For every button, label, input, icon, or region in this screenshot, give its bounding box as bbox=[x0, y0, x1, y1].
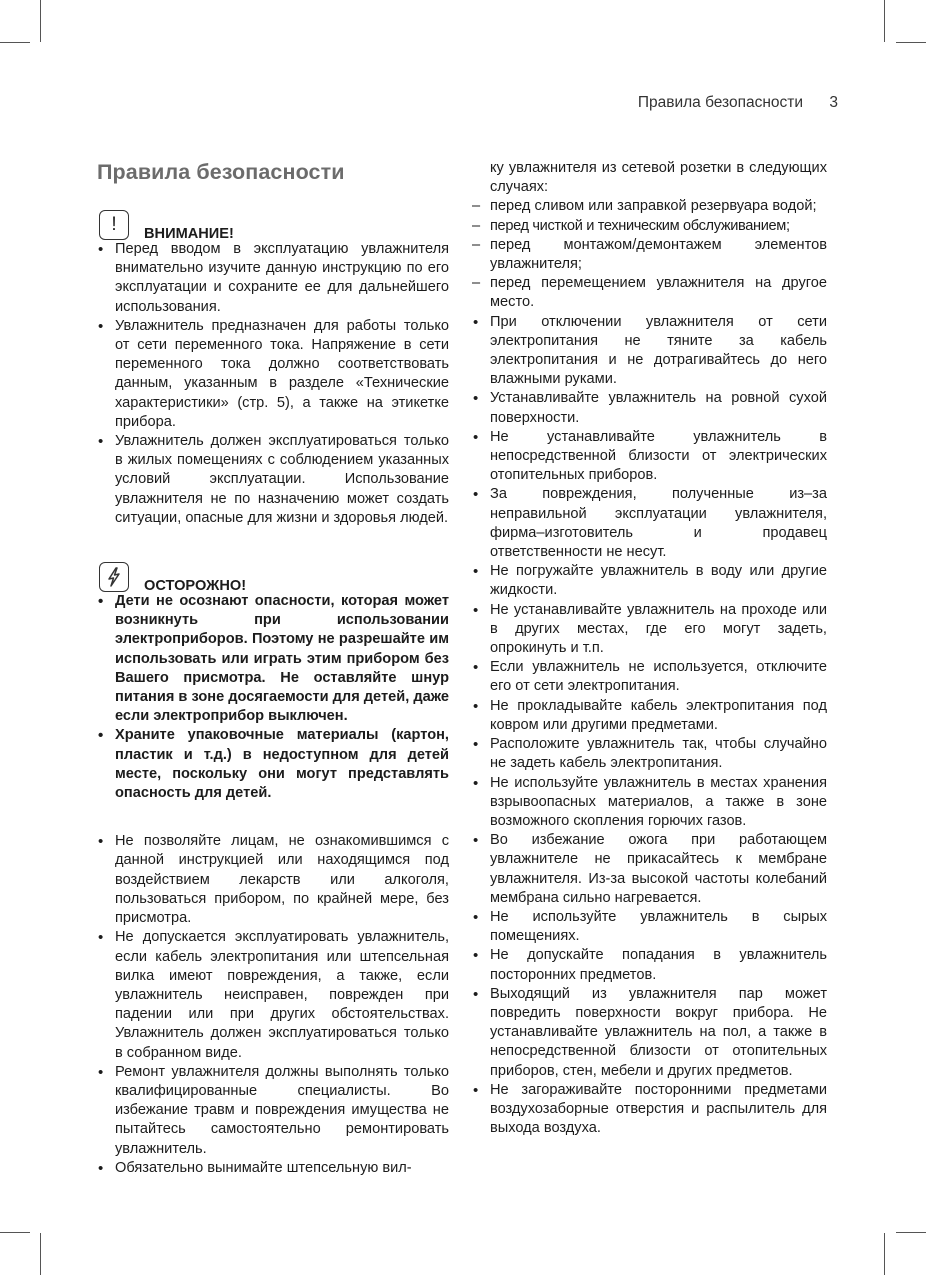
page-number: 3 bbox=[829, 94, 838, 111]
general-list bbox=[97, 832, 449, 1178]
list-item: • Перед вводом в эксплуатацию увлажнителя внимательно изучите данную инструкцию по его эксплуатации и сохраните ее для дальнейшего использования. bbox=[97, 240, 449, 317]
list-item: • Не устанавливайте увлажнитель на проходе или в других местах, где его могут задеть, опрокинуть и т.п. bbox=[472, 601, 827, 659]
crop-mark bbox=[896, 1232, 926, 1233]
list-item: • Не допускайте попадания в увлажнитель посторонних предметов. bbox=[472, 946, 827, 984]
warning-label: ВНИМАНИЕ! bbox=[144, 226, 234, 242]
warning-heading bbox=[97, 207, 449, 240]
list-item: • Не устанавливайте увлажнитель в непосредственной близости от электрических отопительных приборов. bbox=[472, 428, 827, 486]
page-title: Правила безопасности bbox=[97, 160, 345, 184]
right-column bbox=[472, 159, 827, 1138]
crop-mark bbox=[40, 1233, 41, 1275]
running-header bbox=[638, 94, 838, 112]
dash-item: – перед монтажом/демонтажем элементов увлажнителя; bbox=[472, 236, 827, 274]
list-item: • Устанавливайте увлажнитель на ровной сухой поверхности. bbox=[472, 389, 827, 427]
list-item: • Дети не осознают опасности, которая может возникнуть при использовании электроприборов. Поэтому не разрешайте им использовать или играть этим прибором без Вашего присмотра. Не оставляйте шнур питания в зоне досягаемости для детей, даже если электроприбор выключен. bbox=[97, 592, 449, 726]
list-item: • При отключении увлажнителя от сети электропитания не тяните за кабель электропитания и не дотрагивайтесь до него влажными руками. bbox=[472, 313, 827, 390]
dash-item: – перед чисткой и техническим обслуживанием; bbox=[472, 217, 827, 236]
crop-mark bbox=[896, 42, 926, 43]
list-item: • Не используйте увлажнитель в сырых помещениях. bbox=[472, 908, 827, 946]
left-column bbox=[97, 160, 449, 1178]
running-header-title: Правила безопасности bbox=[637, 94, 804, 111]
list-item: • Храните упаковочные материалы (картон, пластик и т.д.) в недоступном для детей месте, поскольку они могут представлять опасность для детей. bbox=[97, 726, 449, 803]
list-item: • Во избежание ожога при работающем увлажнителе не прикасайтесь к мембране увлажнителя. Из-за высокой частоты колебаний мембрана сильно нагревается. bbox=[472, 831, 827, 908]
dash-list bbox=[472, 197, 827, 312]
warning-list bbox=[97, 240, 449, 528]
caution-label: ОСТОРОЖНО! bbox=[144, 578, 247, 595]
list-item: • Если увлажнитель не используется, отключите его от сети электропитания. bbox=[472, 658, 827, 696]
dash-item: – перед перемещением увлажнителя на другое место. bbox=[472, 274, 827, 312]
dash-item: – перед сливом или заправкой резервуара водой; bbox=[472, 197, 827, 216]
caution-list bbox=[97, 592, 449, 803]
caution-heading bbox=[97, 559, 449, 595]
list-item: • Расположите увлажнитель так, чтобы случайно не задеть кабель электропитания. bbox=[472, 735, 827, 773]
crop-mark bbox=[0, 1232, 30, 1233]
list-item: • Не погружайте увлажнитель в воду или другие жидкости. bbox=[472, 562, 827, 600]
list-item: • Не загораживайте посторонними предметами воздухозаборные отверстия и распылитель для выхода воздуха. bbox=[472, 1081, 827, 1139]
crop-mark bbox=[40, 0, 41, 42]
list-item: • Обязательно вынимайте штепсельную вил- bbox=[97, 1159, 449, 1178]
list-item: • За повреждения, полученные из–за неправильной эксплуатации увлажнителя, фирма–изготовитель и продавец ответственности не несут. bbox=[472, 485, 827, 562]
crop-mark bbox=[0, 42, 30, 43]
exclamation-icon: ! bbox=[99, 210, 129, 240]
list-item: • Выходящий из увлажнителя пар может повредить поверхности вокруг прибора. Не устанавливайте увлажнитель на пол, а также в непосредственной близости от отопительных приборов, стен, мебели и других предметов. bbox=[472, 985, 827, 1081]
continuation-text: ку увлажнителя из сетевой розетки в следующих случаях: bbox=[490, 160, 827, 196]
list-item: • Не используйте увлажнитель в местах хранения взрывоопасных материалов, а также в зоне возможного скопления горючих газов. bbox=[472, 774, 827, 832]
list-item: • Не прокладывайте кабель электропитания под ковром или другими предметами. bbox=[472, 697, 827, 735]
crop-mark bbox=[884, 0, 885, 42]
right-list bbox=[472, 313, 827, 1139]
lightning-icon-svg bbox=[105, 567, 123, 587]
list-item: • Ремонт увлажнителя должны выполнять только квалифицированные специалисты. Во избежание травм и повреждения имущества не пытайтесь самостоятельно ремонтировать увлажнитель. bbox=[97, 1063, 449, 1159]
list-item: • Увлажнитель предназначен для работы только от сети переменного тока. Напряжение в сети переменного тока должно соответствовать данным, указанным в разделе «Технические характеристики» (стр. 5), а также на этикетке прибора. bbox=[97, 317, 449, 432]
lightning-icon bbox=[99, 562, 129, 592]
crop-mark bbox=[884, 1233, 885, 1275]
list-item: • Не позволяйте лицам, не ознакомившимся с данной инструкцией или находящимся под воздействием лекарств или алкоголя, пользоваться прибором, по крайней мере, без присмотра. bbox=[97, 832, 449, 928]
list-item: • Увлажнитель должен эксплуатироваться только в жилых помещениях с соблюдением указанных условий эксплуатации. Использование увлажнителя не по назначению может создать ситуации, опасные для жизни и здоровья людей. bbox=[97, 432, 449, 528]
list-item: • Не допускается эксплуатировать увлажнитель, если кабель электропитания или штепсельная вилка имеют повреждения, а также, если увлажнитель неисправен, поврежден при падении или при других обстоятельствах. Увлажнитель должен эксплуатироваться только в собранном виде. bbox=[97, 928, 449, 1062]
